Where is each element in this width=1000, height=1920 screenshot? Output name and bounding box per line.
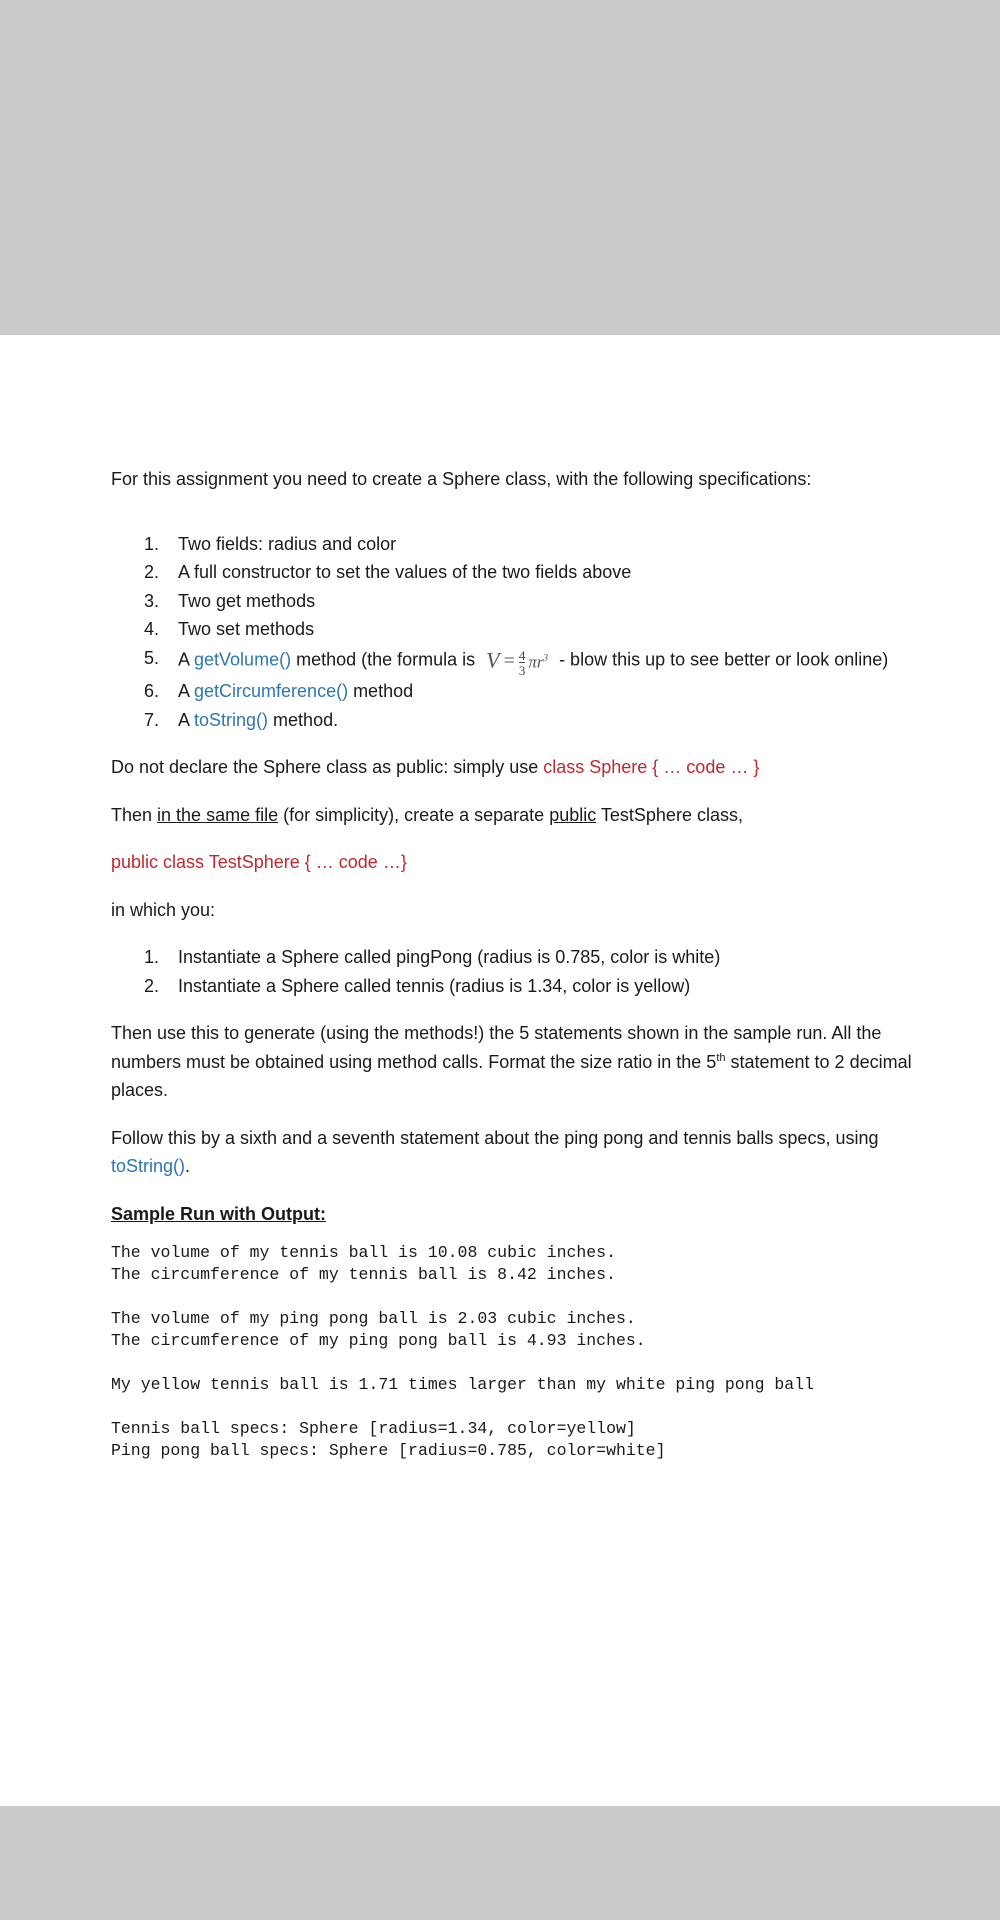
instantiate-item: 1. Instantiate a Sphere called pingPong (radius is 0.785, color is white) [144,947,721,968]
instantiate-list [111,943,971,1000]
in-which-paragraph: in which you: [111,899,216,920]
class-sphere-code: class Sphere { … code … } [543,757,760,778]
spec-list [111,530,971,735]
method-getvolume: getVolume() [194,649,292,670]
spec-item-volume: 5. A getVolume() method (the formula is V = $\frac{4}{3}$ $\pi r^3$ - blow this up to see better or look online) [111,644,971,678]
volume-formula: V = $\frac{4}{3}$ $\pi r^3$ [486,647,549,679]
follow-paragraph: Follow this by a sixth and a seventh statement about the ping pong and tennis balls specs, using toString(). [111,1127,879,1177]
output-line: Tennis ball specs: Sphere [radius=1.34, color=yellow] [111,1419,636,1439]
method-tostring: toString() [194,709,269,730]
instantiate-item: 2. Instantiate a Sphere called tennis (radius is 1.34, color is yellow) [144,975,691,996]
top-gray-band [0,0,1000,335]
output-line: The volume of my ping pong ball is 2.03 cubic inches. [111,1309,636,1329]
output-line: My yellow tennis ball is 1.71 times larger than my white ping pong ball [111,1375,815,1395]
spec-item-circumference: 6. A getCircumference() method [144,681,414,702]
bottom-gray-band [0,1806,1000,1920]
spec-item-tostring: 7. A toString() method. [144,709,339,730]
then-paragraph: Then in the same file (for simplicity), create a separate public TestSphere class, [111,804,743,825]
spec-item: 2. A full constructor to set the values of the two fields above [144,562,632,582]
spec-item: 3. Two get methods [144,590,316,611]
output-line: The volume of my tennis ball is 10.08 cubic inches. [111,1243,616,1263]
output-line: The circumference of my ping pong ball is 4.93 inches. [111,1331,646,1351]
document-page [0,335,1000,1806]
declare-paragraph: Do not declare the Sphere class as public: simply use class Sphere { … code … } [111,757,760,778]
intro-paragraph: For this assignment you need to create a Sphere class, with the following specifications: [111,469,812,489]
sample-output [111,1242,971,1462]
document-content [111,465,971,1462]
public-class-code: public class TestSphere { … code …} [111,852,407,873]
generate-paragraph: Then use this to generate (using the methods!) the 5 statements shown in the sample run. All the numbers must be obtained using method calls. Format the size ratio in the 5th statement to 2 decimal places. [111,1023,912,1101]
method-getcircumference: getCircumference() [194,681,349,702]
method-tostring-ref: toString() [111,1156,186,1177]
output-line: Ping pong ball specs: Sphere [radius=0.785, color=white] [111,1441,666,1461]
output-line: The circumference of my tennis ball is 8.42 inches. [111,1265,616,1285]
sample-run-heading: Sample Run with Output: [111,1203,326,1224]
spec-item: 4. Two set methods [144,619,315,639]
spec-item: 1. Two fields: radius and color [144,533,397,554]
